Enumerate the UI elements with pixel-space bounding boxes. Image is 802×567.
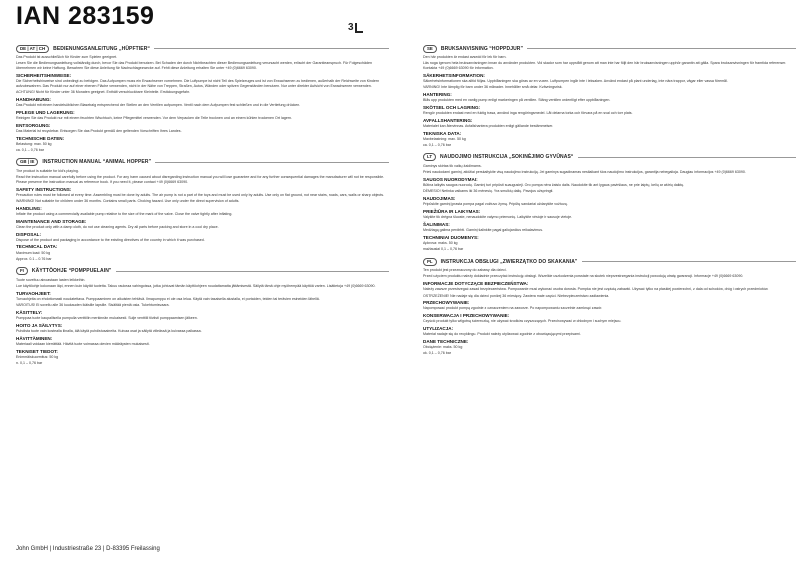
paragraph: Napompować produkt pompą zgodnie z oznaczeniem na zaworze. Po napompowaniu szczelnie zamknąć zawór. xyxy=(423,306,603,311)
subheading: PRIEŽIŪRA IR LAIKYMAS: xyxy=(423,209,481,215)
section-header xyxy=(423,153,796,162)
paragraph: Czyścić produkt tylko wilgotną ściereczką, nie używać środków czyszczących. Przechowywać w chłodnym i suchym miejscu. xyxy=(423,319,622,324)
subheading: KONSERWACJA I PRZECHOWYWANIE: xyxy=(423,313,510,319)
document-title: IAN 283159 xyxy=(16,2,155,30)
subheading: AVFALLSHANTERING: xyxy=(423,117,473,123)
country-badge: LT xyxy=(423,153,436,161)
header-divider xyxy=(155,162,389,163)
paragraph: Das Produkt ist ausschließlich für Kinder zum Spielen geeignet. xyxy=(16,55,118,59)
subheading: PFLEGE UND LAGERUNG: xyxy=(16,109,75,115)
section-header xyxy=(16,44,389,53)
subheading: INFORMACJE DOTYCZĄCE BEZPIECZEŃSTWA: xyxy=(423,281,529,287)
section-header xyxy=(423,44,796,53)
paragraph: ca. 0,1 – 0,76 bar xyxy=(16,147,44,152)
subheading: NAUDOJIMAS: xyxy=(423,196,456,202)
paragraph: Obciążenie: maks. 50 kg xyxy=(423,345,463,350)
section-header xyxy=(16,267,389,276)
section-title: BRUKSANVISNING “HOPPDJUR” xyxy=(440,45,524,52)
paragraph: Materialet kan återvinnas. Avfallshantera produkten enligt gällande bestämmelser. xyxy=(423,123,554,128)
section-title: NAUDOJIMO INSTRUKCIJA „SOKINĖJIMO GYVŪNAS“ xyxy=(440,154,574,161)
paragraph: Belastung: max. 50 kg xyxy=(16,141,52,146)
paragraph: Die Sicherheitshinweise sind unbedingt zu befolgen. Das Aufpumpen muss ein Erwachsener vornehmen. Die Luftpumpe ist nicht Teil des Spielzeuges und ist von Erwachsenen zu bedienen, außerhalb der Reichweite von Kindern aufzubewahren. Das Produkt nur auf einer ebenen Fläche verwenden, nicht in der Nähe von Treppen, Straßen, Autos, Wänden oder spitzen Gegenständen benutzen. Nur unter direkter Aufsicht von Erwachsenen verwenden. xyxy=(16,78,380,88)
country-badge: DE | AT | CH xyxy=(16,45,49,53)
subheading: ŠALINIMAS: xyxy=(423,222,450,227)
subheading: HÄVITTÄMINEN: xyxy=(16,335,53,341)
subheading: TECHNICAL DATA: xyxy=(16,244,58,250)
subheading: TEKNISKA DATA: xyxy=(423,130,462,136)
header-divider xyxy=(578,157,796,158)
header-divider xyxy=(527,48,796,49)
subheading: SAFETY INSTRUCTIONS: xyxy=(16,186,72,192)
paragraph: VARNING! Inte lämplig för barn under 36 månader. Innehåller små delar. Kvävningsrisk. xyxy=(423,85,563,90)
paragraph: Dispose of the product and packaging in accordance to the existing directives of the country in which it was purchased. xyxy=(16,237,205,242)
paragraph: Pumppaa tuote kaupallisella pumpulla venttiilin merkinnän mukaisesti. Sulje venttiili tiiviisti pumppaamisen jälkeen. xyxy=(16,316,198,321)
manual-section xyxy=(16,158,389,262)
footer-address: John GmbH | Industriestraße 23 | D-83395 Freilassing xyxy=(16,546,160,552)
subheading: HANDLING: xyxy=(16,205,42,211)
country-badge: FI xyxy=(16,267,28,275)
paragraph: Valykite tik drėgna šluoste, nenaudokite valymo priemonių. Laikykite vėsioje ir sausoje vietoje. xyxy=(423,215,573,220)
subheading: TECHNISCHE DATEN: xyxy=(16,135,65,141)
paragraph: Pripūskite gaminį įprasta pompa pagal vožtuvo žymą. Pripūtę sandariai uždarykite vožtuvą. xyxy=(423,202,568,207)
section-title: INSTRUKCJA OBSŁUGI „ZWIERZĄTKO DO SKAKANIA” xyxy=(440,258,578,265)
paragraph: Gaminys skirtas tik vaikų žaidimams. xyxy=(423,163,482,168)
paragraph: Maxbelastning: max. 50 kg xyxy=(423,136,466,141)
paragraph: Materiaali voidaan kierrättää. Hävitä tuote voimassa olevien määräysten mukaisesti. xyxy=(16,341,150,346)
section-title: KÄYTTÖOHJE “POMPPUELAIN” xyxy=(31,268,112,275)
subheading: KÄSITTELY: xyxy=(16,309,43,315)
paragraph: Przed użyciem produktu należy dokładnie przeczytać instrukcję obsługi. Wszelkie uszkodzenia powstałe na skutek nieprzestrzegania instrukcji powodują utratę gwarancji. Informacje +49 (0)6669 63090. xyxy=(423,274,744,279)
subheading: SAUGOS NUORODYMAI: xyxy=(423,177,478,183)
right-column xyxy=(423,44,796,361)
paragraph: Lesen Sie die Bedienungsanleitung vollständig durch, bevor Sie das Produkt benutzen. Bei Schaden der durch Nichtbeachten dieser Bedienungsanleitung verursacht werden, erlischt der Garantieanspruch. Für Folgeschäden übernehmen wir keine Haftung. Bewahren Sie diese Anleitung für Nachschlagezwecke auf. Fehlt diese Anleitung erhalten Sie unter +49 (0)6669 63090. xyxy=(16,61,373,71)
paragraph: Puhdista tuote vain kostealla liinalla, älä käytä puhdistusaineita. Kuivaa osat ja säilytä viileässä ja kuivassa paikassa. xyxy=(16,328,202,333)
paragraph: Maximum load: 50 kg xyxy=(16,250,51,255)
header-divider xyxy=(154,48,389,49)
subheading: DANE TECHNICZNE: xyxy=(423,339,469,345)
paragraph: n. 0,1 – 0,76 bar xyxy=(16,361,43,366)
subheading: ENTSORGUNG: xyxy=(16,122,51,128)
paragraph: VAROITUS! Ei sovellu alle 36 kuukauden ikäisille lapsille. Sisältää pieniä osia. Tukehtumisvaara. xyxy=(16,303,170,308)
paragraph: Prieš naudodami gaminį, atidžiai perskaitykite visą naudojimo instrukciją. Jei gaminys sugadinamas nesilaikant šios naudojimo instrukcijos, garantija nebegalioja. Daugiau informacijos +49 (0)6669 63090. xyxy=(423,170,746,175)
subheading: HANTERING: xyxy=(423,92,452,98)
manual-section xyxy=(16,44,389,153)
subheading: DISPOSAL: xyxy=(16,231,42,237)
section-title: INSTRUCTION MANUAL “ANIMAL HOPPER” xyxy=(42,159,152,166)
subheading: TURVAOHJEET: xyxy=(16,290,51,296)
left-column xyxy=(16,44,389,371)
paragraph: Blås upp produkten med en vanlig pump enligt markeringen på ventilen. Stäng ventilen ordentligt efter uppblåsningen. xyxy=(423,98,611,103)
country-badge: PL xyxy=(423,258,437,266)
paragraph: The product is suitable for kid's playing. xyxy=(16,168,79,173)
paragraph: Reinigen Sie das Produkt nur mit einem feuchten Wischtuch, keine Pflegemittel verwenden. Vor dem Verpacken die Teile trocknen und an einem kühlen trockenen Ort lagern. xyxy=(16,115,293,120)
paragraph: Enimmäiskuormitus: 50 kg xyxy=(16,354,59,359)
manual-section xyxy=(423,44,796,148)
country-badge: SE xyxy=(423,45,437,53)
no-under-3-icon xyxy=(355,22,367,33)
paragraph: Būtina laikytis saugos nuorodų. Gaminį turi pripūsti suaugusieji. Oro pompa nėra žaislo dalis. Naudokite tik ant lygaus paviršiaus, ne prie laiptų, kelių ar aštrių daiktų. xyxy=(423,183,685,188)
subheading: HOITO JA SÄILYTYS: xyxy=(16,322,63,328)
paragraph: Das Material ist recyclebar. Entsorgen Sie das Produkt gemäß den geltenden Vorschriften Ihres Landes. xyxy=(16,128,182,133)
manual-section xyxy=(16,267,389,366)
paragraph: Apkrova: maks. 50 kg xyxy=(423,240,458,245)
paragraph: Ten produkt jest przeznaczony do zabawy dla dzieci. xyxy=(423,268,507,273)
paragraph: Approx. 0.1 – 0.76 bar xyxy=(16,256,52,261)
paragraph: mažiausiai 0,1 – 0,76 bar xyxy=(423,247,464,252)
paragraph: Tuote soveltuu ainoastaan lasten leikkeihin. xyxy=(16,277,86,282)
subheading: TEKNISET TIEDOT: xyxy=(16,348,58,354)
paragraph: Säkerhetsinformationen ska alltid följas. Uppblåsningen ska göras av en vuxen. Luftpumpen ingår inte i leksaken. Använd endast på plant underlag, inte nära trappor, vägar eller vassa föremål. xyxy=(423,78,728,83)
paragraph: WARNING! Not suitable for children under 36 months. Contains small parts. Choking hazard. Use only under the direct supervision of adults. xyxy=(16,199,240,204)
paragraph: Materiał nadaje się do recyklingu. Produkt należy utylizować zgodnie z obowiązującymi przepisami. xyxy=(423,332,581,337)
section-header xyxy=(16,158,389,167)
subheading: PRZECHOWYWANIE: xyxy=(423,300,470,306)
paragraph: ok. 0,1 – 0,76 bar xyxy=(423,351,451,356)
manual-section xyxy=(423,153,796,252)
paragraph: ca. 0,1 – 0,76 bar xyxy=(423,143,451,148)
section-title: BEDIENUNGSANLEITUNG „HÜPFTIER“ xyxy=(53,45,151,52)
paragraph: OSTRZEŻENIE! Nie nadaje się dla dzieci poniżej 36 miesięcy. Zawiera małe części. Niebezpieczeństwo zadławienia. xyxy=(423,293,610,298)
paragraph: Medžiagą galima perdirbti. Gaminį šalinkite pagal galiojančius reikalavimus. xyxy=(423,228,544,233)
country-badge: GB | IE xyxy=(16,158,38,166)
header-divider xyxy=(116,271,389,272)
paragraph: Lue käyttöohje kokonaan läpi, ennen kuin käytät tuotetta. Takuu raukeaa vahingoissa, jotka johtuvat tämän käyttöohjeen noudattamatta jättämisestä. Säilytä tämä ohje myöhempää käyttöä varten. Lisätietoja +49 (0)6669 63090. xyxy=(16,283,376,288)
subheading: SÄKERHETSINFORMATION: xyxy=(423,72,485,78)
paragraph: Read the instruction manual carefully before using the product. For any harm caused about disregarding instruction manual you will lose guarantee and for any further consequential damages the manufacturer will not be responsible. Please preserve the instruction manual as reference book. If you need it, please contact +49 (0)6669 63090. xyxy=(16,175,385,184)
paragraph: Das Produkt mit einem handelsüblichen Blasebalg entsprechend der Stellen an den Ventilen aufpumpen. Ventil nach dem Aufpumpen fest schließen und in die Vertiefung drücken. xyxy=(16,102,301,107)
subheading: MAINTENANCE AND STORAGE: xyxy=(16,218,87,224)
paragraph: Precaution rules must be followed at every time. Assembling must be done by adults. The air pump is not a part of the toys and must be used only by adults. Use only on flat ground, not near stairs, roads, cars, walls or sharp objects. xyxy=(16,192,385,197)
header-divider xyxy=(582,261,796,262)
subheading: SICHERHEITSHINWEISE: xyxy=(16,72,72,78)
subheading: HANDHABUNG: xyxy=(16,96,51,102)
paragraph: Clean the product only with a damp cloth, do not use cleaning agents. Dry all parts before packing and store in a cool dry place. xyxy=(16,224,219,229)
paragraph: Den här produkten är endast avsedd för lek för barn. xyxy=(423,55,507,59)
manual-section xyxy=(423,257,796,356)
paragraph: ACHTUNG! Nicht für Kinder unter 36 Monaten geeignet. Enthält verschluckbare Kleinteile. Erstickungsgefahr. xyxy=(16,90,190,95)
age-label: 3 xyxy=(348,22,354,34)
paragraph: Rengör produkten endast med en fuktig trasa, använd inga rengöringsmedel. Låt delarna torka och förvara på en sval och torr plats. xyxy=(423,111,633,116)
section-header xyxy=(423,257,796,266)
paragraph: Turvaohjeita on ehdottomasti noudatettava. Pumppaaminen on aikuisten tehtävä. Ilmapumppu ei ole osa lelua. Käytä vain tasaisella alustalla, ei portaiden, teiden tai terävien esineiden lähellä. xyxy=(16,296,320,301)
subheading: UTYLIZACJA: xyxy=(423,326,454,332)
paragraph: Inflate the product using a commercially available pump relative to the size of the mark of the valve. Close the valve tightly after inflating. xyxy=(16,211,233,216)
subheading: TECHNINIAI DUOMENYS: xyxy=(423,234,479,240)
paragraph: DĖMESIO! Netinka vaikams iki 36 mėnesių. Yra smulkių dalių. Pavojus užspringti. xyxy=(423,189,554,194)
paragraph: Läs noga igenom hela bruksanvisningen innan du använder produkten. Vid skador som har uppstått genom att man inte har följt den här bruksanvisningen upphör garantin att gälla. Spara bruksanvisningen för framtida referenser. Kontakta +49 (0)6669 63090 för information. xyxy=(423,61,787,71)
paragraph: Należy zawsze przestrzegać zasad bezpieczeństwa. Pompowanie musi wykonać osoba dorosła. Pompka nie jest częścią zabawki. Używać tylko na płaskiej powierzchni, z dala od schodów, dróg i ostrych przedmiotów. xyxy=(423,287,769,292)
subheading: SKÖTSEL OCH LAGRING: xyxy=(423,104,481,110)
age-warning-mark xyxy=(348,22,367,33)
